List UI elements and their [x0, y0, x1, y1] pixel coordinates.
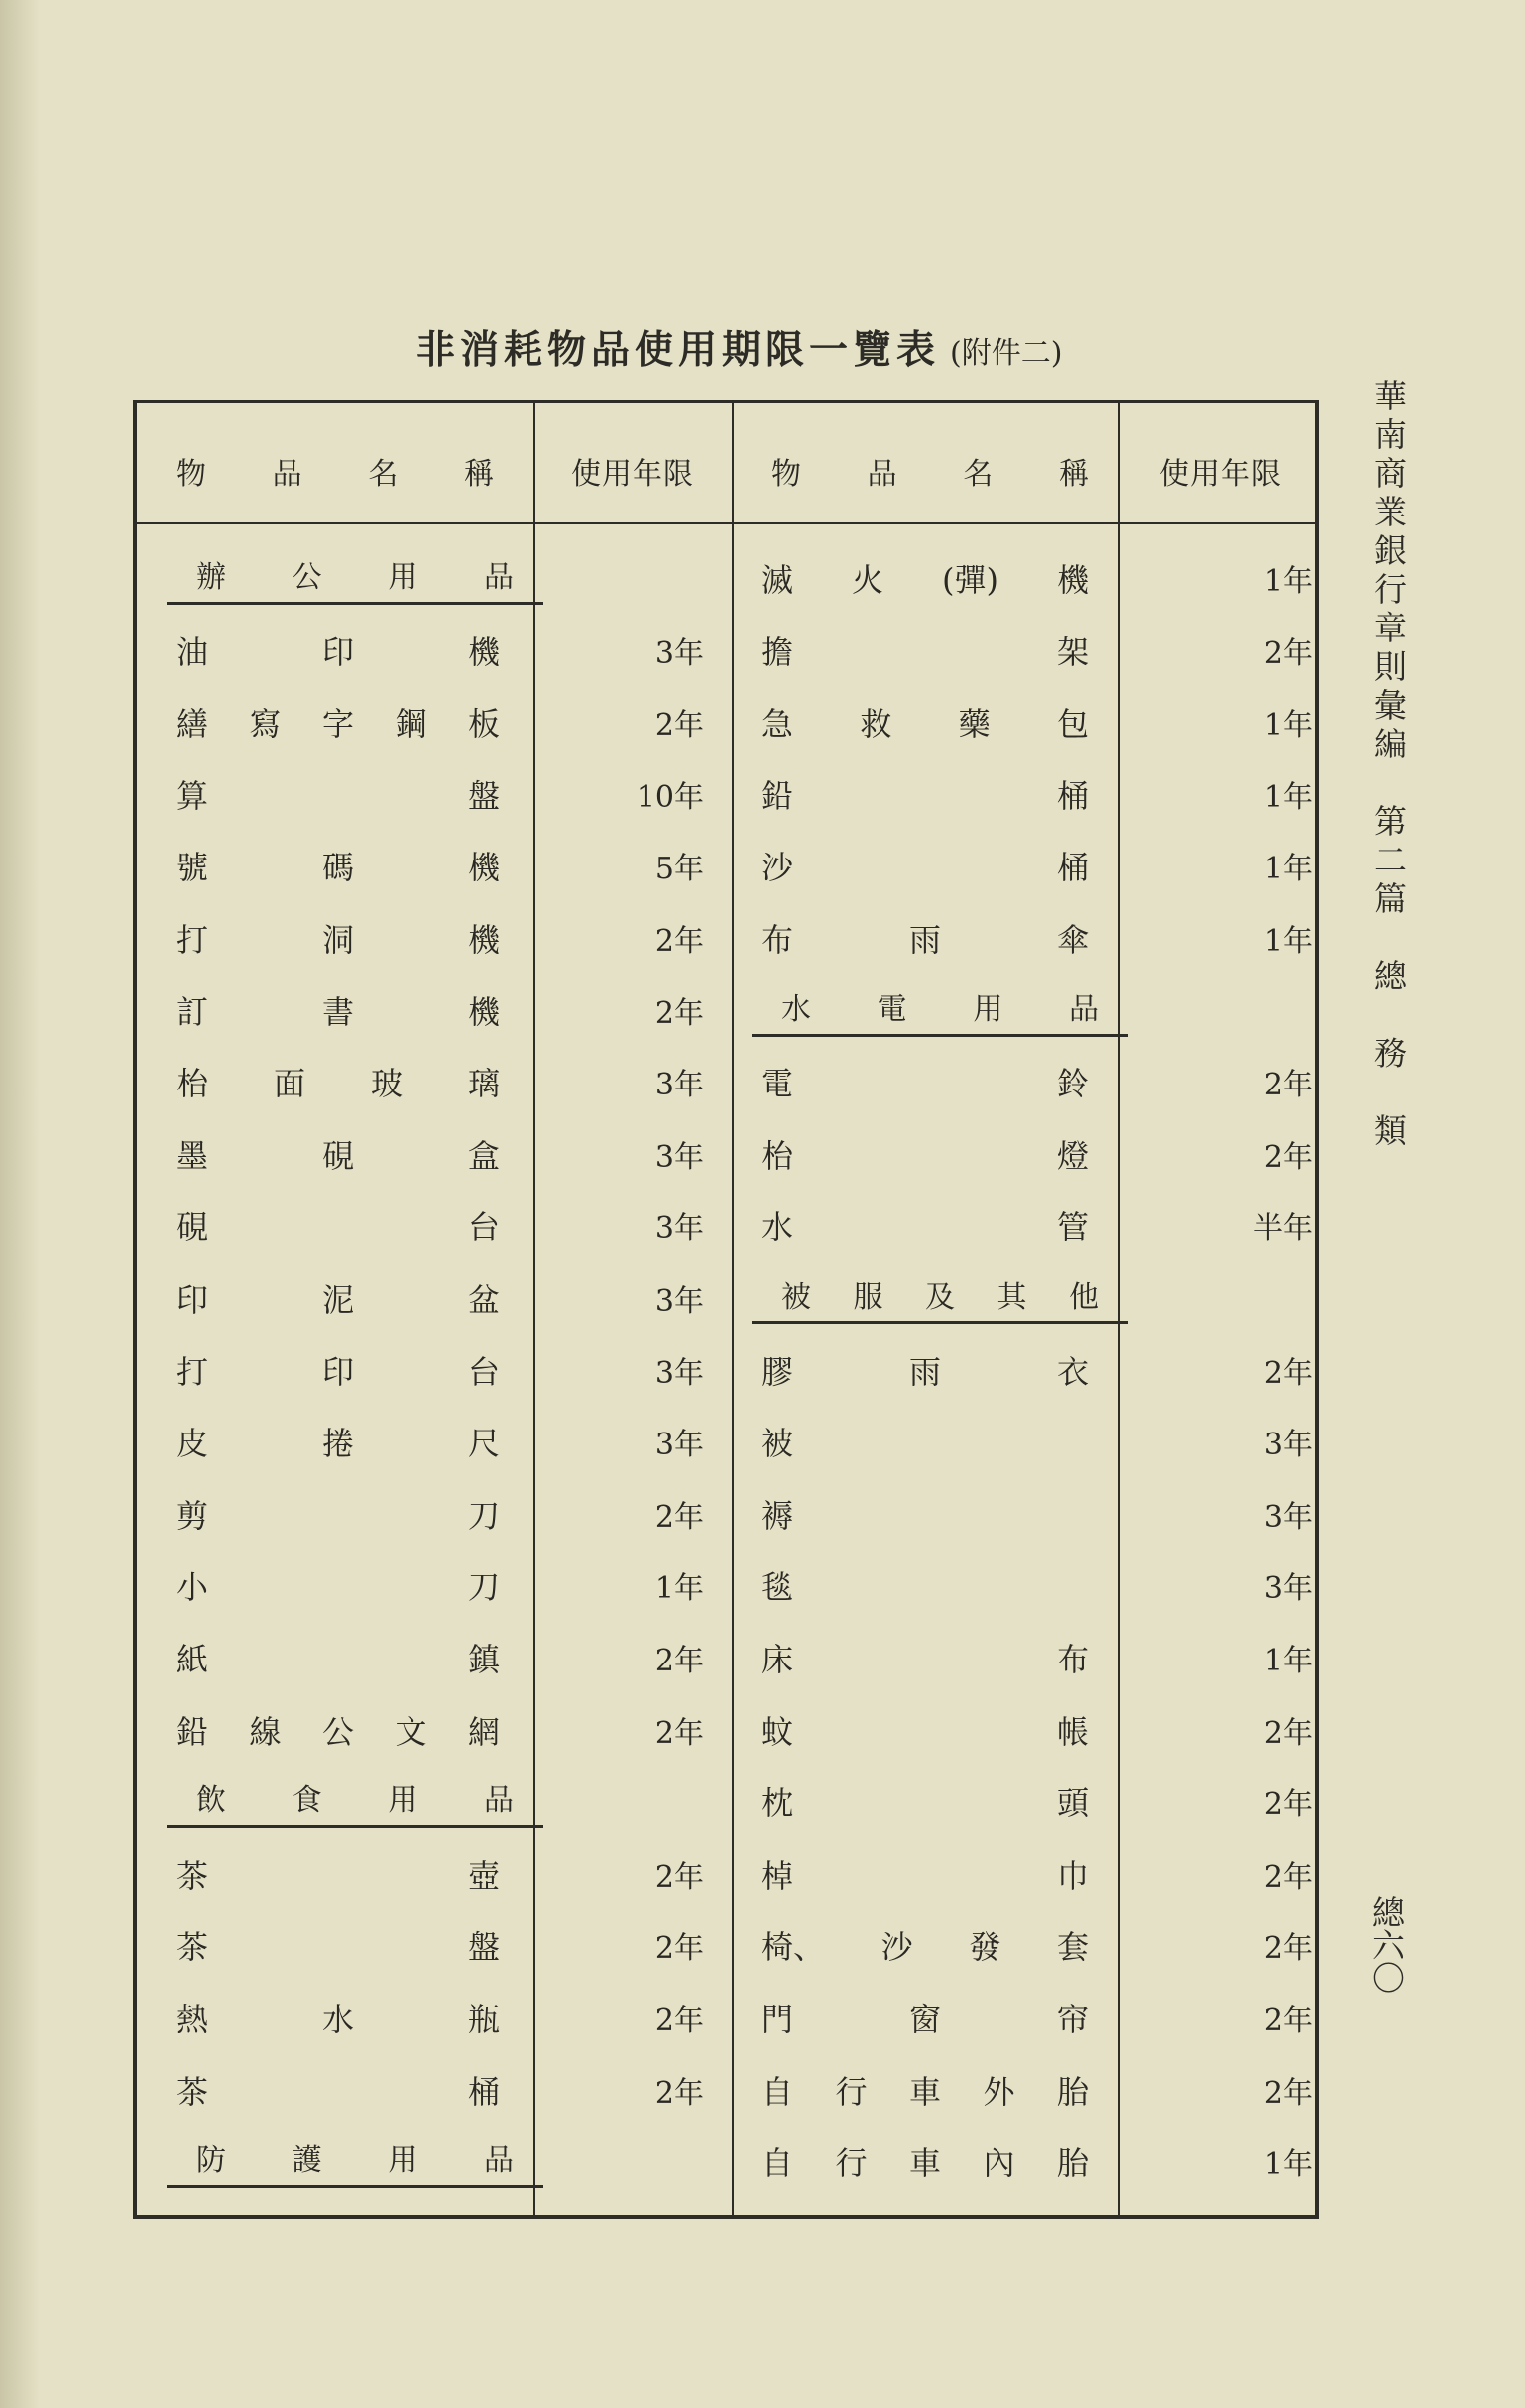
item-name-char: 枕: [762, 1784, 794, 1823]
title-note: (附件二): [950, 336, 1063, 371]
item-name-char: 機: [1056, 561, 1089, 599]
item-years: 1年: [1263, 2147, 1313, 2183]
table-row: [176, 1126, 500, 1182]
item-name-char: (彈): [942, 561, 998, 599]
item-years: 3年: [1263, 1499, 1313, 1535]
table-row: [176, 1557, 500, 1613]
item-name-char: 窗: [908, 2001, 941, 2038]
item-name-char: 機: [467, 921, 500, 959]
table-row: [176, 1054, 500, 1109]
table-row: [176, 1846, 500, 1901]
item-years: 2年: [654, 1931, 704, 1967]
category-char: 品: [483, 2143, 514, 2179]
category-title: [196, 1770, 514, 1825]
item-name-char: 小: [176, 1568, 209, 1607]
item-name-char: 機: [467, 992, 500, 1031]
item-name-char: 硯: [321, 1136, 354, 1175]
category-underline: [167, 2185, 543, 2188]
item-years: 2年: [654, 2004, 704, 2038]
item-name-char: 打: [176, 1352, 209, 1391]
header-char: 名: [368, 457, 399, 492]
item-name-char: 火: [852, 561, 884, 599]
item-name-char: 訂: [176, 992, 209, 1031]
table-row: [762, 623, 1089, 678]
category-char: 電: [877, 991, 907, 1027]
item-name-char: 行: [835, 2144, 868, 2183]
item-name-char: 鉛: [762, 776, 794, 815]
category-char: 品: [483, 1783, 514, 1819]
item-name-char: 床: [762, 1641, 794, 1678]
item-name-char: 椅、: [762, 1928, 826, 1967]
table-row: [762, 1774, 1089, 1829]
table-row: [762, 1630, 1089, 1685]
table-row: [176, 1630, 500, 1685]
item-name-char: 線: [249, 1712, 282, 1751]
item-name-char: 璃: [467, 1065, 500, 1103]
item-name-char: 胎: [1056, 2144, 1089, 2183]
header-char: 稱: [463, 457, 494, 492]
item-name-char: 捲: [321, 1425, 354, 1463]
item-name-char: 墨: [176, 1136, 209, 1175]
item-name-char: 水: [762, 1208, 794, 1247]
item-name-char: 公: [321, 1712, 354, 1751]
table-row: [762, 1557, 1089, 1613]
item-name-char: 車: [908, 2072, 941, 2111]
table-row: [176, 1990, 500, 2045]
item-name-char: 鋼: [395, 705, 427, 744]
item-name-char: 文: [395, 1712, 427, 1751]
item-years: 10年: [636, 779, 704, 815]
category-char: 品: [1068, 991, 1099, 1027]
item-name-char: 盒: [467, 1136, 500, 1175]
item-name-char: 車: [908, 2144, 941, 2183]
table-row: [762, 2062, 1089, 2118]
item-name-char: 茶: [176, 1928, 209, 1967]
table-row: [762, 1414, 1089, 1469]
table-row: [762, 766, 1089, 822]
category-underline: [167, 1825, 543, 1828]
category-char: 他: [1069, 1280, 1099, 1315]
header-char: 名: [963, 457, 994, 492]
category-char: 防: [196, 2143, 226, 2179]
item-years: 3年: [654, 635, 704, 671]
item-name-char: 救: [860, 705, 892, 744]
item-name-char: 帳: [1056, 1712, 1089, 1751]
item-name-char: 頭: [1056, 1784, 1089, 1823]
side-running-header: 華南商業銀行章則彙編 第二篇 總 務 類: [1369, 379, 1408, 1152]
item-name-char: 號: [176, 849, 209, 887]
item-years: 3年: [1263, 1571, 1313, 1607]
table-row: [762, 1990, 1089, 2045]
item-name-char: 行: [835, 2072, 868, 2111]
item-years: 3年: [654, 1068, 704, 1103]
item-name-char: 門: [762, 2001, 794, 2038]
item-name-char: 膠: [762, 1352, 794, 1391]
table-row: [762, 1054, 1089, 1109]
item-name-char: 桶: [467, 2072, 500, 2111]
category-title: [196, 546, 514, 602]
item-name-char: 繕: [176, 705, 209, 744]
item-name-char: 機: [467, 849, 500, 887]
item-name-char: 蚊: [762, 1712, 794, 1751]
category-char: 及: [925, 1280, 955, 1315]
item-name-char: 套: [1056, 1928, 1089, 1967]
item-name-char: 棹: [762, 1856, 794, 1894]
table-row: [762, 1846, 1089, 1901]
item-name-char: 急: [762, 705, 794, 744]
item-name-char: 枱: [176, 1065, 209, 1103]
item-name-char: 台: [467, 1352, 500, 1391]
item-years: 2年: [1263, 2004, 1313, 2038]
item-name-char: 布: [762, 921, 794, 959]
item-name-char: 鎮: [467, 1641, 500, 1678]
item-years: 1年: [1263, 1644, 1313, 1678]
item-name-char: 發: [969, 1928, 1001, 1967]
item-years: 2年: [1263, 1355, 1313, 1391]
usage-period-table: [133, 400, 1319, 2219]
category-title: [781, 1266, 1099, 1321]
category-char: 用: [388, 1783, 418, 1819]
category-char: 飲: [196, 1783, 226, 1819]
item-name-char: 皮: [176, 1425, 209, 1463]
item-name-char: 書: [321, 992, 354, 1031]
item-name-char: 巾: [1056, 1856, 1089, 1894]
table-row: [176, 766, 500, 822]
item-name-char: 布: [1056, 1641, 1089, 1678]
item-years: 2年: [1263, 1715, 1313, 1751]
item-years: 1年: [1263, 708, 1313, 744]
category-title: [781, 978, 1099, 1034]
item-years: 1年: [1263, 564, 1313, 599]
category-underline: [752, 1321, 1128, 1324]
item-years: 2年: [654, 995, 704, 1031]
page-edge-shadow: [0, 0, 40, 2408]
category-char: 服: [853, 1280, 883, 1315]
item-name-char: 字: [321, 705, 354, 744]
table-row: [762, 2133, 1089, 2189]
title-block: [416, 319, 1111, 379]
item-name-char: 自: [762, 2144, 794, 2183]
table-row: [176, 910, 500, 966]
item-name-char: 內: [983, 2144, 1015, 2183]
item-name-char: 茶: [176, 2072, 209, 2111]
header-right-years: 使用年限: [1159, 457, 1282, 492]
item-name-char: 鈴: [1056, 1065, 1089, 1103]
table-row: [176, 1486, 500, 1542]
item-years: 2年: [1263, 1859, 1313, 1894]
table-row: [762, 694, 1089, 749]
item-name-char: 擔: [762, 632, 794, 671]
item-name-char: 打: [176, 921, 209, 959]
item-years: 2年: [654, 1715, 704, 1751]
table-row: [176, 1270, 500, 1325]
item-name-char: 印: [321, 1352, 354, 1391]
item-name-char: 毯: [762, 1568, 794, 1607]
item-name-char: 帘: [1056, 2001, 1089, 2038]
item-years: 3年: [654, 1211, 704, 1247]
item-name-char: 沙: [880, 1928, 913, 1967]
item-years: 2年: [1263, 2075, 1313, 2111]
table-row: [176, 1414, 500, 1469]
page-title: 非消耗物品使用期限一覽表: [416, 327, 941, 373]
table-row: [176, 1702, 500, 1758]
item-name-char: 硯: [176, 1208, 209, 1247]
item-name-char: 盆: [467, 1281, 500, 1319]
category-char: 被: [781, 1280, 811, 1315]
header-char: 稱: [1058, 457, 1089, 492]
table-row: [762, 1917, 1089, 1973]
item-name-char: 盤: [467, 1928, 500, 1967]
item-name-char: 架: [1056, 632, 1089, 671]
item-name-char: 板: [467, 705, 500, 744]
item-years: 2年: [1263, 635, 1313, 671]
item-name-char: 被: [762, 1425, 794, 1463]
item-name-char: 外: [983, 2072, 1015, 2111]
header-char: 物: [176, 457, 206, 492]
item-years: 2年: [1263, 1787, 1313, 1823]
item-name-char: 碼: [321, 849, 354, 887]
item-name-char: 剪: [176, 1496, 209, 1535]
item-name-char: 沙: [762, 849, 794, 887]
item-name-char: 衣: [1056, 1352, 1089, 1391]
header-rule: [137, 522, 1315, 524]
header-left-name: [176, 441, 494, 501]
item-name-char: 泥: [321, 1281, 354, 1319]
item-name-char: 自: [762, 2072, 794, 2111]
table-row: [762, 838, 1089, 893]
item-name-char: 褥: [762, 1496, 794, 1535]
item-years: 2年: [654, 924, 704, 959]
item-name-char: 尺: [467, 1425, 500, 1463]
item-years: 2年: [1263, 1068, 1313, 1103]
category-underline: [752, 1034, 1128, 1037]
item-name-char: 燈: [1056, 1136, 1089, 1175]
item-name-char: 電: [762, 1065, 794, 1103]
table-row: [762, 1342, 1089, 1398]
item-years: 1年: [1263, 852, 1313, 887]
item-name-char: 水: [321, 2001, 354, 2038]
item-name-char: 面: [273, 1065, 305, 1103]
item-name-char: 傘: [1056, 921, 1089, 959]
category-char: 用: [973, 991, 1003, 1027]
table-row: [762, 1198, 1089, 1253]
header-char: 物: [771, 457, 801, 492]
table-row: [176, 1342, 500, 1398]
item-years: 2年: [1263, 1139, 1313, 1175]
item-name-char: 盤: [467, 776, 500, 815]
item-name-char: 刀: [467, 1568, 500, 1607]
header-char: 品: [272, 457, 302, 492]
item-name-char: 茶: [176, 1856, 209, 1894]
table-row: [176, 1917, 500, 1973]
table-row: [762, 1486, 1089, 1542]
item-name-char: 管: [1056, 1208, 1089, 1247]
item-years: 1年: [1263, 779, 1313, 815]
table-row: [176, 694, 500, 749]
item-years: 3年: [654, 1139, 704, 1175]
category-underline: [167, 602, 543, 605]
item-name-char: 胎: [1056, 2072, 1089, 2111]
item-years: 2年: [654, 708, 704, 744]
item-years: 5年: [654, 852, 704, 887]
table-row: [176, 1198, 500, 1253]
item-name-char: 藥: [958, 705, 991, 744]
item-name-char: 壺: [467, 1856, 500, 1894]
item-years: 2年: [654, 2075, 704, 2111]
item-name-char: 枱: [762, 1136, 794, 1175]
category-char: 食: [292, 1783, 322, 1819]
item-years: 3年: [1263, 1428, 1313, 1463]
item-name-char: 機: [467, 632, 500, 671]
item-name-char: 紙: [176, 1641, 209, 1678]
table-row: [176, 982, 500, 1038]
item-years: 2年: [1263, 1931, 1313, 1967]
item-years: 2年: [654, 1859, 704, 1894]
category-char: 公: [292, 560, 322, 595]
item-name-char: 包: [1056, 705, 1089, 744]
item-years: 2年: [654, 1644, 704, 1678]
category-char: 辦: [196, 560, 226, 595]
header-left-years: 使用年限: [571, 457, 694, 492]
category-char: 用: [388, 2143, 418, 2179]
item-name-char: 寫: [249, 705, 282, 744]
table-row: [176, 2062, 500, 2118]
item-name-char: 算: [176, 776, 209, 815]
table-row: [762, 1126, 1089, 1182]
header-char: 品: [867, 457, 897, 492]
item-name-char: 刀: [467, 1496, 500, 1535]
item-years: 1年: [654, 1571, 704, 1607]
category-char: 其: [997, 1280, 1027, 1315]
item-name-char: 瓶: [467, 2001, 500, 2038]
item-years: 3年: [654, 1284, 704, 1319]
item-name-char: 洞: [321, 921, 354, 959]
table-row: [176, 623, 500, 678]
item-name-char: 印: [321, 632, 354, 671]
category-char: 水: [781, 991, 811, 1027]
category-char: 用: [388, 560, 418, 595]
page-number: 總六〇: [1367, 1895, 1406, 1994]
item-name-char: 熱: [176, 2001, 209, 2038]
item-name-char: 玻: [370, 1065, 403, 1103]
item-name-char: 印: [176, 1281, 209, 1319]
item-years: 3年: [654, 1355, 704, 1391]
table-row: [176, 838, 500, 893]
item-name-char: 桶: [1056, 776, 1089, 815]
category-char: 護: [292, 2143, 322, 2179]
category-title: [196, 2129, 514, 2185]
item-years: 半年: [1253, 1211, 1313, 1247]
item-years: 2年: [654, 1499, 704, 1535]
header-right-name: [771, 441, 1089, 501]
item-name-char: 油: [176, 632, 209, 671]
item-name-char: 雨: [908, 1352, 941, 1391]
item-name-char: 台: [467, 1208, 500, 1247]
table-row: [762, 1702, 1089, 1758]
item-name-char: 網: [467, 1712, 500, 1751]
item-years: 1年: [1263, 924, 1313, 959]
col-divider-2: [732, 403, 734, 2215]
table-row: [762, 910, 1089, 966]
item-name-char: 滅: [762, 561, 794, 599]
item-name-char: 桶: [1056, 849, 1089, 887]
item-name-char: 雨: [908, 921, 941, 959]
table-row: [762, 550, 1089, 606]
item-years: 3年: [654, 1428, 704, 1463]
category-char: 品: [483, 560, 514, 595]
item-name-char: 鉛: [176, 1712, 209, 1751]
